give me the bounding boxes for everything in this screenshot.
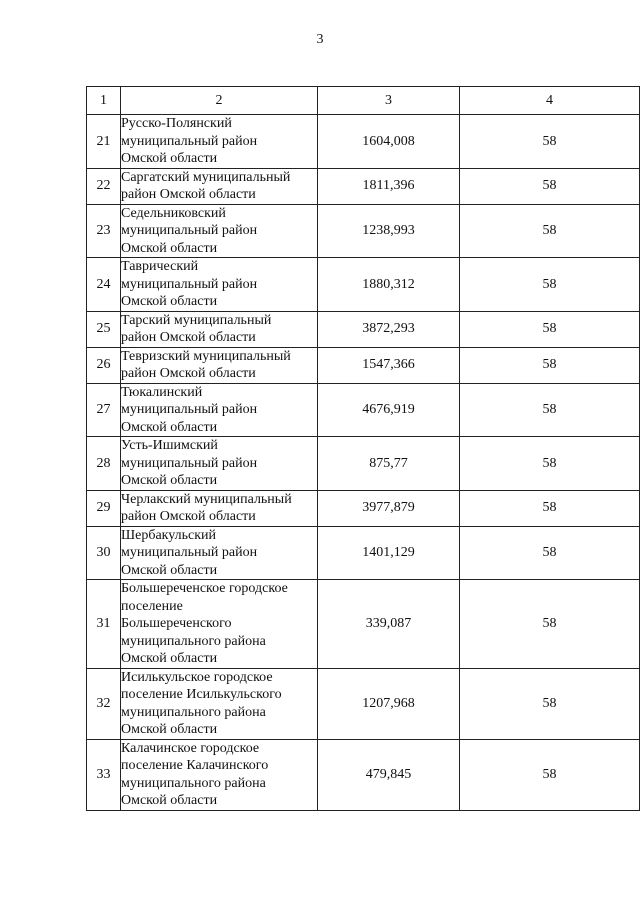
municipality-name — [121, 668, 318, 739]
municipality-name-line: муниципальный район — [121, 545, 258, 560]
municipality-name-line: Тевризский муниципальный — [121, 348, 291, 364]
municipality-name-line: Большереченское городское — [121, 581, 288, 596]
municipality-name-line: Тарский муниципальный — [121, 312, 272, 328]
table-body — [87, 115, 640, 811]
data-table — [86, 86, 640, 811]
row-number: 22 — [87, 168, 121, 204]
rate-cell: 58 — [460, 347, 640, 383]
value-cell: 4676,919 — [318, 383, 460, 437]
value-cell: 479,845 — [318, 739, 460, 810]
table-row — [87, 258, 640, 312]
row-number: 24 — [87, 258, 121, 312]
value-cell: 1811,396 — [318, 168, 460, 204]
municipality-name-line: Омской области — [121, 419, 218, 435]
rate-cell: 58 — [460, 115, 640, 169]
municipality-name-line: Большереченского — [121, 616, 232, 631]
rate-cell: 58 — [460, 526, 640, 580]
municipality-name-line: Русско-Полянский — [121, 116, 232, 131]
municipality-name-line: район Омской области — [121, 509, 256, 524]
value-cell: 3872,293 — [318, 311, 460, 347]
row-number: 26 — [87, 347, 121, 383]
municipality-name-line: Усть-Ишимский — [121, 438, 218, 453]
municipality-name-line: Омской области — [121, 793, 218, 808]
value-cell: 875,77 — [318, 437, 460, 491]
rate-cell: 58 — [460, 739, 640, 810]
column-header-3: 3 — [318, 87, 460, 115]
table-row — [87, 668, 640, 739]
municipality-name-line: Омской области — [121, 562, 218, 578]
municipality-name — [121, 437, 318, 491]
municipality-name — [121, 347, 318, 383]
municipality-name-line: поселение Исилькульского — [121, 687, 282, 702]
page-number: 3 — [316, 32, 324, 47]
value-cell: 1604,008 — [318, 115, 460, 169]
column-header-4: 4 — [460, 87, 640, 115]
value-cell: 1401,129 — [318, 526, 460, 580]
municipality-name — [121, 526, 318, 580]
table-row — [87, 347, 640, 383]
municipality-name-line: Тюкалинский — [121, 384, 203, 400]
municipality-name — [121, 204, 318, 258]
table-header-row — [87, 87, 640, 115]
row-number: 23 — [87, 204, 121, 258]
table-row — [87, 739, 640, 810]
rate-cell: 58 — [460, 668, 640, 739]
municipality-name-line: муниципального района — [121, 633, 266, 649]
municipality-name-line: муниципальный район — [121, 133, 258, 149]
value-cell: 1547,366 — [318, 347, 460, 383]
row-number: 28 — [87, 437, 121, 491]
municipality-name-line: Омской области — [121, 473, 218, 488]
municipality-name-line: муниципальный район — [121, 276, 258, 292]
municipality-name-line: район Омской области — [121, 366, 256, 381]
municipality-name-line: муниципального района — [121, 704, 266, 720]
table-row — [87, 490, 640, 526]
value-cell: 1238,993 — [318, 204, 460, 258]
municipality-name-line: Шербакульский — [121, 527, 217, 543]
rate-cell: 58 — [460, 437, 640, 491]
column-header-1: 1 — [87, 87, 121, 115]
row-number: 21 — [87, 115, 121, 169]
municipality-name — [121, 168, 318, 204]
municipality-name-line: Исилькульское городское — [121, 669, 273, 685]
municipality-name-line: муниципальный район — [121, 223, 258, 238]
rate-cell: 58 — [460, 258, 640, 312]
municipality-name-line: муниципальный район — [121, 455, 258, 471]
rate-cell: 58 — [460, 490, 640, 526]
table-row — [87, 168, 640, 204]
municipality-name — [121, 258, 318, 312]
value-cell: 3977,879 — [318, 490, 460, 526]
municipality-name — [121, 490, 318, 526]
municipality-name-line: Омской области — [121, 240, 218, 256]
table-row — [87, 204, 640, 258]
municipality-name-line: муниципального района — [121, 775, 266, 791]
municipality-name-line: муниципальный район — [121, 402, 258, 417]
column-header-2: 2 — [121, 87, 318, 115]
municipality-name-line: Седельниковский — [121, 205, 226, 221]
municipality-name — [121, 115, 318, 169]
municipality-name-line: поселение — [121, 598, 183, 614]
municipality-name-line: поселение Калачинского — [121, 758, 269, 773]
municipality-name — [121, 580, 318, 669]
municipality-name-line: Таврический — [121, 259, 199, 274]
row-number: 31 — [87, 580, 121, 669]
rate-cell: 58 — [460, 383, 640, 437]
value-cell: 1207,968 — [318, 668, 460, 739]
row-number: 32 — [87, 668, 121, 739]
row-number: 30 — [87, 526, 121, 580]
municipality-name-line: Омской области — [121, 722, 218, 737]
value-cell: 1880,312 — [318, 258, 460, 312]
municipality-name-line: Омской области — [121, 651, 218, 666]
row-number: 29 — [87, 490, 121, 526]
table-row — [87, 311, 640, 347]
table-row — [87, 437, 640, 491]
municipality-name — [121, 739, 318, 810]
municipality-name-line: Омской области — [121, 294, 218, 309]
row-number: 25 — [87, 311, 121, 347]
table-row — [87, 580, 640, 669]
rate-cell: 58 — [460, 204, 640, 258]
table-row — [87, 115, 640, 169]
municipality-name-line: Омской области — [121, 151, 218, 166]
municipality-name-line: Саргатский муниципальный — [121, 169, 291, 185]
municipality-name — [121, 311, 318, 347]
municipality-name-line: район Омской области — [121, 187, 256, 202]
rate-cell: 58 — [460, 311, 640, 347]
municipality-name — [121, 383, 318, 437]
rate-cell: 58 — [460, 168, 640, 204]
table-row — [87, 526, 640, 580]
municipality-name-line: Калачинское городское — [121, 740, 260, 756]
municipality-name-line: район Омской области — [121, 330, 256, 345]
row-number: 33 — [87, 739, 121, 810]
table-row — [87, 383, 640, 437]
row-number: 27 — [87, 383, 121, 437]
rate-cell: 58 — [460, 580, 640, 669]
municipality-name-line: Черлакский муниципальный — [121, 491, 292, 507]
value-cell: 339,087 — [318, 580, 460, 669]
